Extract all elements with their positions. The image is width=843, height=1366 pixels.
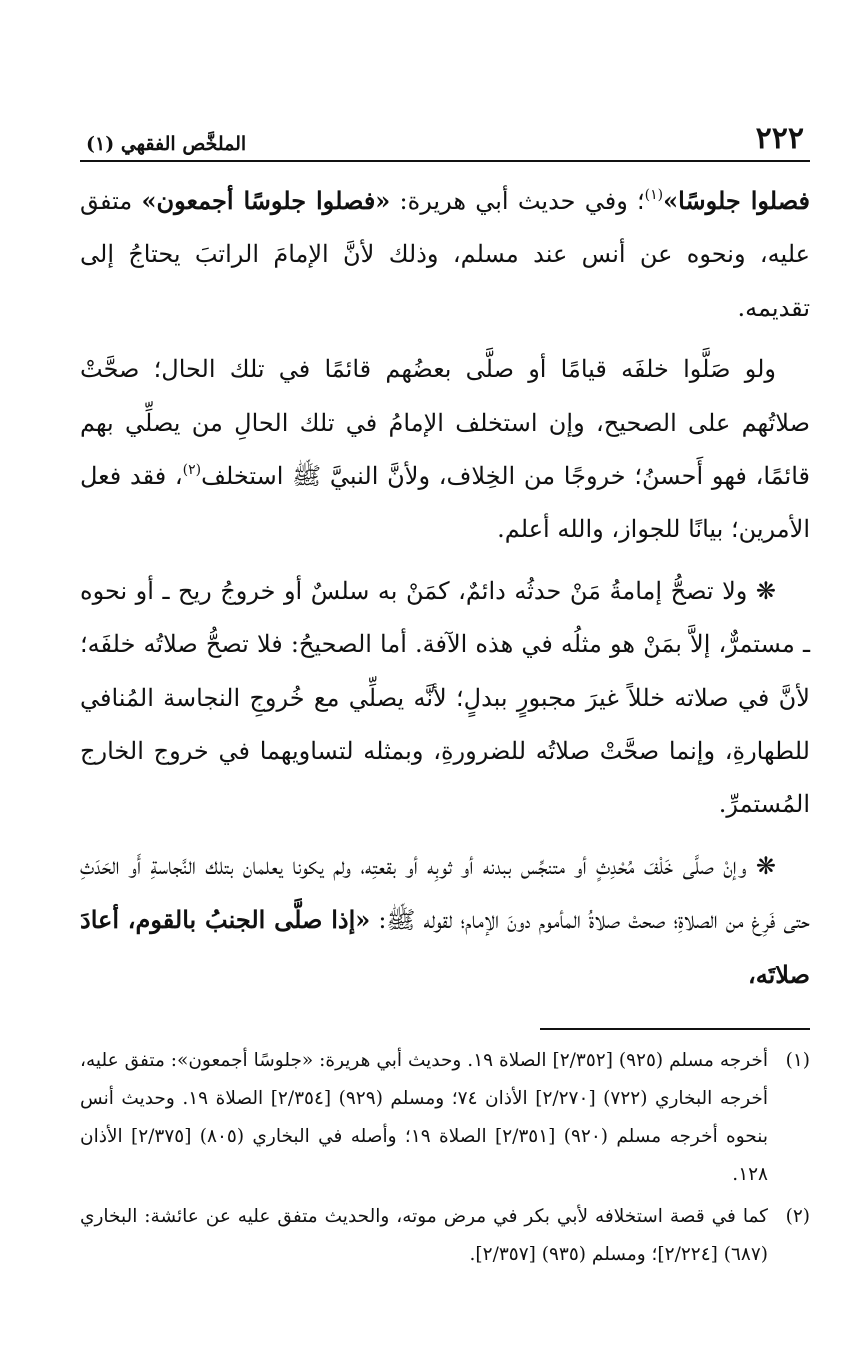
footnote-number: (٢) (785, 1206, 810, 1228)
running-title: الملخَّص الفقهي (١) (86, 133, 247, 155)
paragraph-1 (80, 174, 810, 335)
paragraph-2 (80, 343, 810, 557)
paragraph-text: ولو صَلَّوا خلفَه قيامًا أو صلَّى بعضُهم قائمًا في تلك الحال؛ صحَّتْ صلاتُهم على الصحيح، وإن استخلف الإمامُ في تلك الحالِ من يصلِّي بهم قائمًا، فهو أَحسنُ؛ خروجًا من الخِلاف، ولأنَّ النبيَّ ﷺ استخلف (80, 355, 810, 491)
footnote-2 (80, 1198, 810, 1274)
hadith-quote: «إذا صلَّى الجنبُ بالقوم، أعادَ صلاتَه، (80, 905, 810, 989)
paragraph-4 (80, 840, 810, 1002)
footnote-text: أخرجه مسلم (٩٢٥) [٢/٣٥٢] الصلاة ١٩. وحديث أبي هريرة: «جلوسًا أجمعون»: متفق عليه، أخرجه البخاري (٧٢٢) [٢/٢٧٠] الأذان ٧٤؛ ومسلم (٩٢٩) [٢/٣٥٤] الصلاة ١٩. وحديث أنس بنحوه أخرجه مسلم (٩٢٠) [٢/٣٥١] الصلاة ١٩؛ وأصله في البخاري (٨٠٥) [٢/٣٧٥] الأذان ١٢٨. (80, 1050, 769, 1186)
hadith-quote: «فصلوا جلوسًا أجمعون» (141, 186, 391, 215)
paragraph-text: ، فقد فعل الأمرين؛ بيانًا للجواز، والله أعلم. (80, 462, 810, 544)
footnotes (80, 1042, 810, 1274)
footnote-text: كما في قصة استخلافه لأبي بكر في مرض موته، والحديث متفق عليه عن عائشة: البخاري (٦٨٧) [٢/٢٢٤]؛ ومسلم (٩٣٥) [٢/٣٥٧]. (80, 1206, 768, 1266)
page-number: ٢٢٢ (755, 121, 804, 156)
paragraph-text: ❋ وإنْ صلَّى خَلْفَ مُحْدِثٍ أو متنجِّس ببدنه أو ثوبِه أو بقعتِه، ولم يكونا يعلمان بتلك النَّجاسةِ أَو الحَدَثِ حتى فَرِغ من الصلاةِ؛ صحتْ صلاةُ المأموم دونَ الإمام؛ لقوله ﷺ: (80, 851, 810, 935)
paragraph-3 (80, 565, 810, 832)
paragraph-text: ❋ ولا تصحُّ إمامةُ مَنْ حدثُه دائمٌ، كمَنْ به سلسٌ أو خروجُ ريح ـ أو نحوه ـ مستمرٌّ، إلاَّ بمَنْ هو مثلُه في هذه الآفة. أما الصحيحُ: فلا تصحُّ صلاتُه خلفَه؛ لأنَّ في صلاته خللاً غيرَ مجبورٍ ببدلٍ؛ لأنَّه يصلِّي مع خُروجِ النجاسة المُنافي للطهارةِ، وإنما صحَّتْ صلاتُه للضرورةِ، وبمثله لتساويهما في خروج الخارج المُستمرِّ. (80, 576, 810, 819)
page-header (80, 110, 810, 162)
hadith-quote: فصلوا جلوسًا» (663, 186, 810, 215)
footnote-ref-2: (٢) (182, 462, 202, 479)
footnote-1 (80, 1042, 810, 1194)
footnote-number: (١) (785, 1050, 810, 1072)
paragraph-text: متفق عليه، ونحوه عن أنس عند مسلم، وذلك لأنَّ الإمامَ الراتبَ يحتاجُ إلى تقديمه. (80, 187, 810, 322)
main-text (80, 174, 810, 1002)
footnote-ref-1: (١) (644, 187, 664, 203)
book-page (80, 110, 810, 1274)
footnote-separator (540, 1028, 810, 1030)
paragraph-text: ؛ وفي حديث أبي هريرة: (390, 187, 645, 215)
